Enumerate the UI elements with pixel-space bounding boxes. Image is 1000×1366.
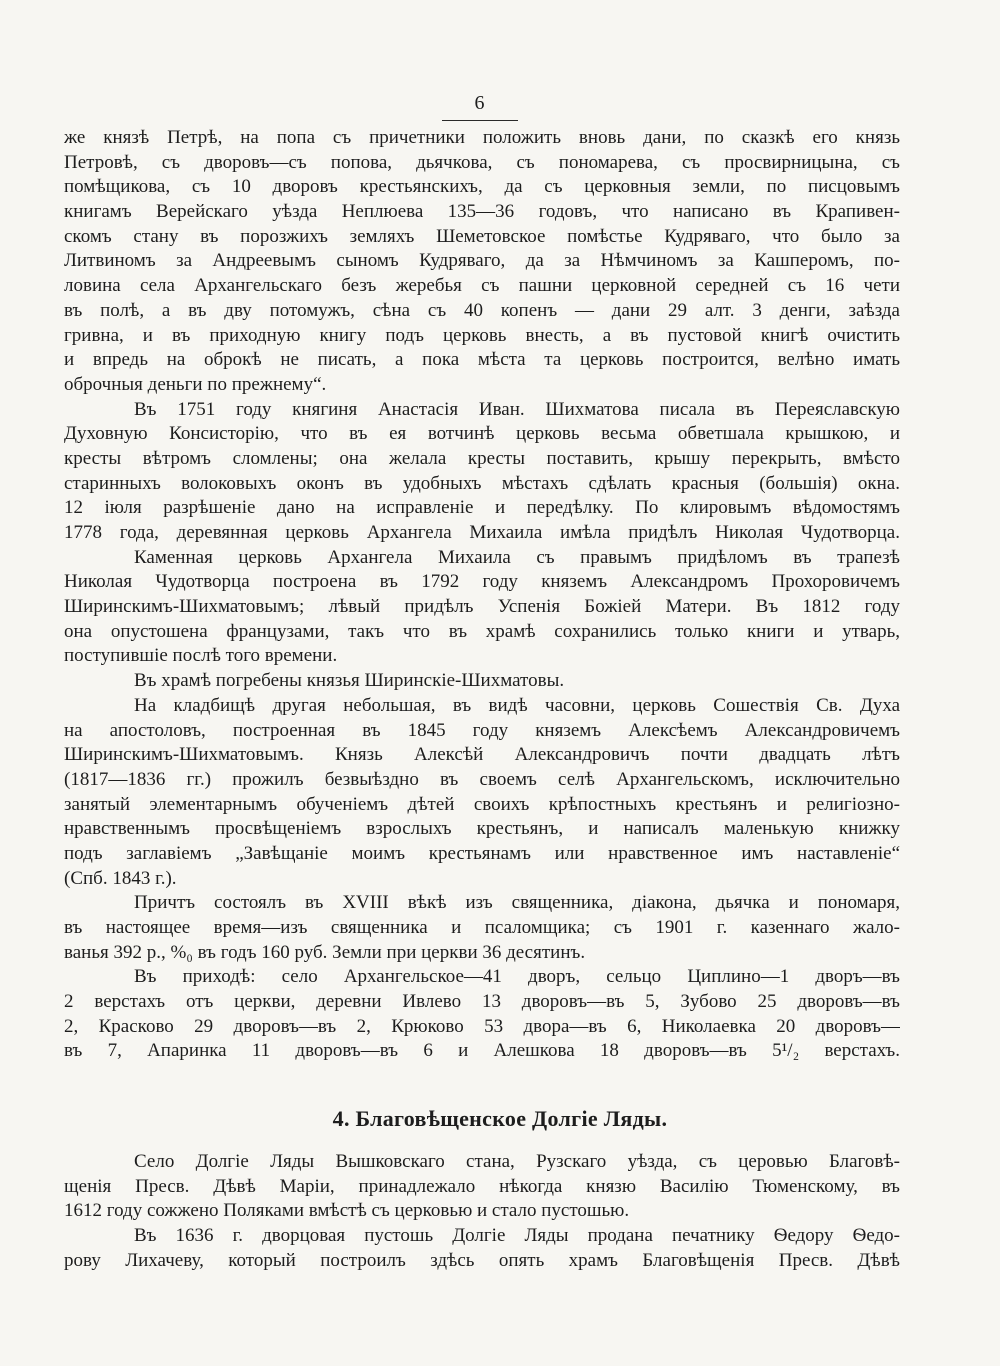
text-line: Въ храмѣ погребены князья Ширинскіе-Шихматовы. (134, 670, 565, 692)
text-line: помѣщикова, съ 10 дворовъ крестьянскихъ, да съ церковныя земли, по писцовымъ (64, 176, 900, 198)
text-line: ванья 392 р., %₀ въ годъ 160 руб. Земли при церкви 36 десятинъ. (64, 941, 586, 963)
text-line: скомъ стану въ порозжихъ земляхъ Шеметовское помѣстье Кудряваго, что было за (64, 225, 900, 247)
text-line: 12 іюля разрѣшеніе дано на исправленіе и передѣлку. По клировымъ вѣдомостямъ (64, 497, 900, 519)
text-line: 2 верстахъ отъ церкви, деревни Ивлево 13 дворовъ—въ 5, Зубово 25 дворовъ—въ (64, 991, 900, 1013)
text-line: 2, Красково 29 дворовъ—въ 2, Крюково 53 двора—въ 6, Николаевка 20 дворовъ— (64, 1015, 900, 1037)
text-line: кресты вѣтромъ сломлены; она желала кресты поставить, крышу перекрыть, вмѣсто (64, 447, 900, 469)
text-line: Въ 1636 г. дворцовая пустошь Долгіе Ляды продана печатнику Ѳедору Ѳедо- (134, 1225, 900, 1247)
text-line: (1817—1836 гг.) прожилъ безвыѣздно въ своемъ селѣ Архангельскомъ, исключительно (64, 768, 900, 790)
text-line: Каменная церковь Архангела Михаила съ правымъ придѣломъ въ трапезѣ (134, 546, 900, 568)
text-line: Николая Чудотворца построена въ 1792 году княземъ Александромъ Прохоровичемъ (64, 571, 900, 593)
text-line: (Спб. 1843 г.). (64, 867, 177, 889)
text-line: Причтъ состоялъ въ XVIII вѣкѣ изъ священника, діакона, дьячка и пономаря, (134, 892, 900, 914)
text-line: Въ 1751 году княгиня Анастасія Иван. Шихматова писала въ Переяславскую (134, 398, 900, 420)
page-number: 6 (474, 92, 486, 114)
text-line: занятый элементарнымъ обученіемъ дѣтей своихъ крѣпостныхъ крестьянъ и религіозно- (64, 793, 900, 815)
text-line: рову Лихачеву, который построилъ здѣсь опять храмъ Благовѣщенія Пресв. Дѣвѣ (64, 1249, 900, 1271)
text-line: Въ приходѣ: село Архангельское—41 дворъ, сельцо Циплино—1 дворъ—въ (134, 966, 900, 988)
text-line: поступившіе послѣ того времени. (64, 645, 338, 667)
text-line: Село Долгіе Ляды Вышковскаго стана, Рузскаго уѣзда, съ церовью Благовѣ- (134, 1151, 900, 1172)
text-line: Ширинскимъ-Шихматовымъ; лѣвый придѣлъ Успенія Божіей Матери. Въ 1812 году (64, 596, 900, 618)
text-line: старинныхъ волоковыхъ оконъ въ удобныхъ мѣстахъ сдѣлать красныя (большія) окна. (64, 472, 900, 494)
text-line: На кладбищѣ другая небольшая, въ видѣ часовни, церковь Сошествія Св. Духа (134, 694, 900, 716)
text-line: гривна, и въ приходную книгу подъ церковь внесть, а въ пустовой книгѣ очистить (64, 324, 900, 346)
text-line: Ширинскимъ-Шихматовымъ. Князь Алексѣй Александровичъ почти двадцать лѣтъ (64, 744, 900, 766)
text-line: 1778 года, деревянная церковь Архангела Михаила имѣла придѣлъ Николая Чудотворца. (64, 522, 900, 543)
text-line: щенія Пресв. Дѣвѣ Маріи, принадлежало нѣкогда князю Василію Тюменскому, въ (64, 1175, 900, 1197)
text-line: Петровѣ, съ дворовъ—съ попова, дьячкова, съ пономарева, съ просвирницына, съ (64, 151, 900, 173)
page-number-rule (442, 120, 518, 121)
section-heading: 4. Благовѣщенское Долгіе Ляды. (332, 1106, 668, 1131)
text-line: ловина села Архангельскаго безъ жеребья съ пашни церковной середней съ 16 чети (64, 275, 900, 297)
text-line: въ настоящее время—изъ священника и псаломщика; съ 1901 г. казеннаго жало- (64, 917, 900, 938)
text-line: же князѣ Петрѣ, на попа съ причетники положить вновь дани, по сказкѣ его князь (64, 127, 900, 148)
text-line: Литвиномъ за Андреевымъ сыномъ Кудряваго, да за Нѣмчиномъ за Кашперомъ, по- (64, 250, 900, 272)
text-line: оброчныя деньги по прежнему“. (64, 373, 327, 395)
text-line: и впредь на оброкѣ не писать, а пока мѣста та церковь построится, велѣно имать (64, 349, 900, 371)
text-line: 1612 году сожжено Поляками вмѣстѣ съ церковью и стало пустошью. (64, 1200, 630, 1222)
text-line: Духовную Консисторію, что въ ея вотчинѣ церковь весьма обветшала крышкою, и (64, 423, 900, 445)
section-text (64, 1150, 900, 1273)
text-line: на апостоловъ, построенная въ 1845 году княземъ Алексѣемъ Александровичемъ (64, 719, 900, 741)
text-line: книгамъ Верейскаго уѣзда Неплюева 135—36 годовъ, что написано въ Крапивен- (64, 201, 900, 223)
body-text (64, 126, 900, 1064)
text-line: въ 7, Апаринка 11 дворовъ—въ 6 и Алешкова 18 дворовъ—въ 5¹/₂ верстахъ. (64, 1040, 900, 1062)
text-line: въ полѣ, а въ дву потомужъ, сѣна съ 40 копенъ — дани 29 алт. 3 денги, заѣзда (64, 299, 900, 321)
text-line: нравственнымъ просвѣщеніемъ взрослыхъ крестьянъ, и написалъ маленькую книжку (64, 818, 900, 840)
text-line: она опустошена французами, такъ что въ храмѣ сохранились только книги и утварь, (64, 620, 900, 642)
text-line: подъ заглавіемъ „Завѣщаніе моимъ крестьянамъ или нравственное имъ наставленіе“ (64, 842, 900, 864)
